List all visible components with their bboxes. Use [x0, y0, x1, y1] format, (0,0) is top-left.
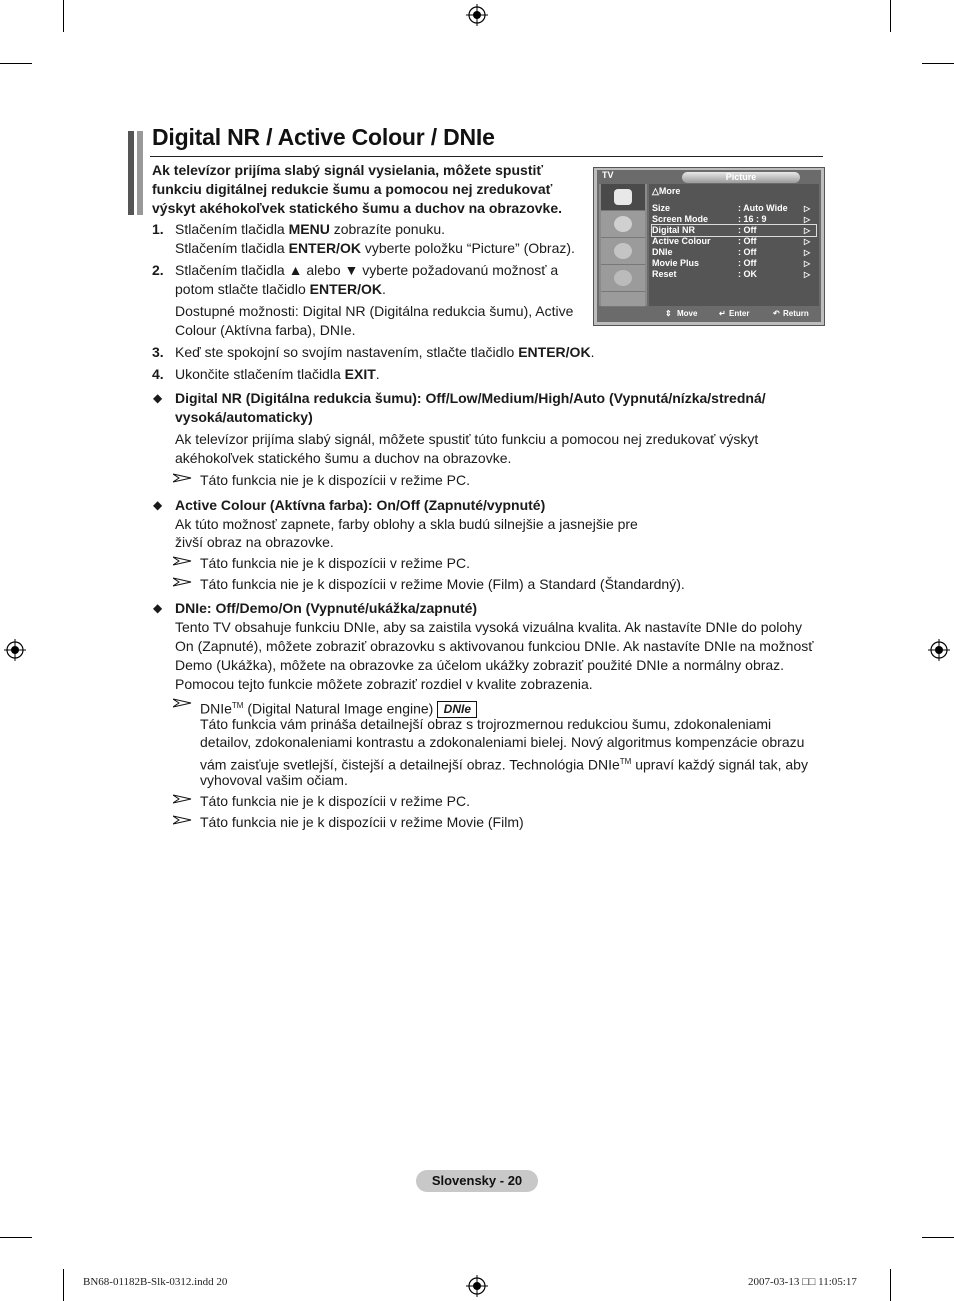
return-icon: ↶ [773, 309, 780, 318]
crop-mark [890, 0, 891, 32]
tv-menu-panel [649, 184, 819, 306]
digital-nr-heading-cont: vysoká/automaticky) [175, 409, 313, 425]
move-icon: ⇕ [665, 309, 672, 318]
tv-menu-more: △More [652, 186, 681, 196]
tv-menu-sidebar [599, 184, 647, 306]
dnie-note-body: vyhovoval vašim očiam. [200, 772, 348, 788]
active-colour-note: Táto funkcia nie je k dispozícii v režime Movie (Film) a Standard (Štandardný). [200, 576, 685, 592]
tv-menu-row-selected: Digital NR : Off ▷ [652, 225, 816, 236]
step-1-line-1: Stlačením tlačidla MENU zobrazíte ponuku. [175, 221, 446, 237]
tv-foot-move: Move [677, 309, 698, 318]
registration-mark-icon [4, 639, 26, 661]
step-1-line-2: Stlačením tlačidla ENTER/OK vyberte položku “Picture” (Obraz). [175, 240, 575, 256]
step-number: 2. [152, 262, 164, 278]
active-colour-note: Táto funkcia nie je k dispozícii v režime PC. [200, 555, 470, 571]
step-4-text: Ukončite stlačením tlačidla EXIT. [175, 366, 380, 382]
page-number-badge: Slovensky - 20 [416, 1170, 538, 1192]
crop-mark [0, 63, 32, 64]
digital-nr-body: akéhokoľvek statického šumu a duchov na obrazovke. [175, 450, 512, 466]
setup-menu-icon [601, 265, 645, 292]
step-2-line-2: potom stlačte tlačidlo ENTER/OK. [175, 281, 386, 297]
tv-menu-tab: Picture [682, 172, 800, 183]
step-number: 1. [152, 221, 164, 237]
print-date-info: 2007-03-13 □□ 11:05:17 [748, 1276, 857, 1288]
crop-mark [63, 0, 64, 32]
note-arrow-icon [173, 815, 193, 825]
tv-menu-row: Screen Mode : 16 : 9 ▷ [652, 214, 811, 224]
registration-mark-icon [466, 4, 488, 26]
diamond-bullet-icon: ◆ [153, 391, 163, 405]
title-divider [150, 156, 823, 157]
step-3-text: Keď ste spokojní so svojím nastavením, stlačte tlačidlo ENTER/OK. [175, 344, 595, 360]
note-arrow-icon [173, 556, 193, 566]
tv-menu-row: Reset : OK ▷ [652, 269, 811, 279]
active-colour-heading: Active Colour (Aktívna farba): On/Off (Zapnuté/vypnuté) [175, 497, 546, 513]
tv-menu-row: Movie Plus : Off ▷ [652, 258, 811, 268]
tv-menu-footer [649, 308, 819, 320]
dnie-note-body: vám zaisťuje svetlejší, čistejší a detailnejší obraz. Technológia DNIe™ upraví každý signál tak, aby [200, 756, 808, 773]
tv-source-label: TV [602, 170, 614, 180]
tv-foot-return: Return [783, 309, 809, 318]
tv-menu-row: Active Colour : Off ▷ [652, 236, 811, 246]
dnie-note-body: detailov, zdokonaleniami kontrastu a zdokonaleniami bielej. Nový algoritmus kompenzácie obrazu [200, 734, 805, 750]
step-number: 4. [152, 366, 164, 382]
diamond-bullet-icon: ◆ [153, 601, 163, 615]
intro-paragraph: Ak televízor prijíma slabý signál vysielania, môžete spustiť funkciu digitálnej redukcie šumu a pomocou nej zredukovať výskyt akéhokoľvek statického šumu a duchov na obrazovke. [152, 162, 562, 216]
diamond-bullet-icon: ◆ [153, 498, 163, 512]
step-2-line-3: Dostupné možnosti: Digital NR (Digitálna redukcia šumu), Active [175, 303, 574, 319]
crop-mark [922, 63, 954, 64]
dnie-body: On (Zapnuté), môžete zobraziť obrazovku s aktivovanou funkciou DNIe. Ak nastavíte DNIe na možnosť [175, 638, 814, 654]
crop-mark [0, 1237, 32, 1238]
crop-mark [890, 1269, 891, 1301]
active-colour-body: Ak túto možnosť zapnete, farby oblohy a skla budú silnejšie a jasnejšie pre [175, 516, 638, 532]
dnie-body: Tento TV obsahuje funkciu DNIe, aby sa zaistila vysoká vizuálna kvalita. Ak nastavíte DNIe do polohy [175, 619, 802, 635]
registration-mark-icon [466, 1275, 488, 1297]
tv-menu-row: Size : Auto Wide ▷ [652, 203, 811, 213]
title-accent-bar [137, 131, 143, 215]
input-menu-icon [601, 292, 645, 307]
dnie-note: Táto funkcia nie je k dispozícii v režime PC. [200, 793, 470, 809]
tv-menu-screenshot [593, 167, 825, 326]
channel-menu-icon [601, 238, 645, 265]
tv-menu-row: DNIe : Off ▷ [652, 247, 811, 257]
tv-foot-enter: Enter [729, 309, 750, 318]
note-arrow-icon [173, 473, 193, 483]
crop-mark [922, 1237, 954, 1238]
registration-mark-icon [928, 639, 950, 661]
active-colour-body: živší obraz na obrazovke. [175, 534, 334, 550]
dnie-body: Demo (Ukážka), môžete na obrazovke za účelom ukážky zobraziť použité DNIe a normálny obraz. [175, 657, 785, 673]
dnie-note-heading: DNIe™ (Digital Natural Image engine) DNIe [200, 696, 477, 719]
step-2-line-1: Stlačením tlačidla ▲ alebo ▼ vyberte požadovanú možnosť a [175, 262, 559, 278]
print-file-info: BN68-01182B-Slk-0312.indd 20 [83, 1276, 228, 1288]
enter-icon: ↵ [719, 309, 726, 318]
digital-nr-body: Ak televízor prijíma slabý signál, môžete spustiť túto funkciu a pomocou nej zredukovať výskyt [175, 431, 759, 447]
page-title: Digital NR / Active Colour / DNIe [152, 124, 495, 150]
dnie-logo: DNIe [437, 701, 477, 718]
note-arrow-icon [173, 794, 193, 804]
step-number: 3. [152, 344, 164, 360]
dnie-body: Pomocou tejto funkcie môžete zobraziť rozdiel v kvalite zobrazenia. [175, 676, 593, 692]
tv-menu-frame [597, 170, 821, 322]
digital-nr-note: Táto funkcia nie je k dispozícii v režime PC. [200, 472, 470, 488]
note-arrow-icon [173, 698, 193, 708]
digital-nr-heading: Digital NR (Digitálna redukcia šumu): Off/Low/Medium/High/Auto (Vypnutá/nízka/stredná/ [175, 390, 766, 406]
title-accent-bar [128, 131, 134, 215]
note-arrow-icon [173, 577, 193, 587]
sound-menu-icon [601, 211, 645, 238]
step-2-line-4: Colour (Aktívna farba), DNIe. [175, 322, 356, 338]
picture-menu-icon [601, 184, 645, 211]
dnie-note-body: Táto funkcia vám prináša detailnejší obraz s trojrozmernou redukciou šumu, zdokonaleniami [200, 716, 772, 732]
dnie-heading: DNIe: Off/Demo/On (Vypnuté/ukážka/zapnuté) [175, 600, 478, 616]
crop-mark [63, 1269, 64, 1301]
dnie-note: Táto funkcia nie je k dispozícii v režime Movie (Film) [200, 814, 524, 830]
